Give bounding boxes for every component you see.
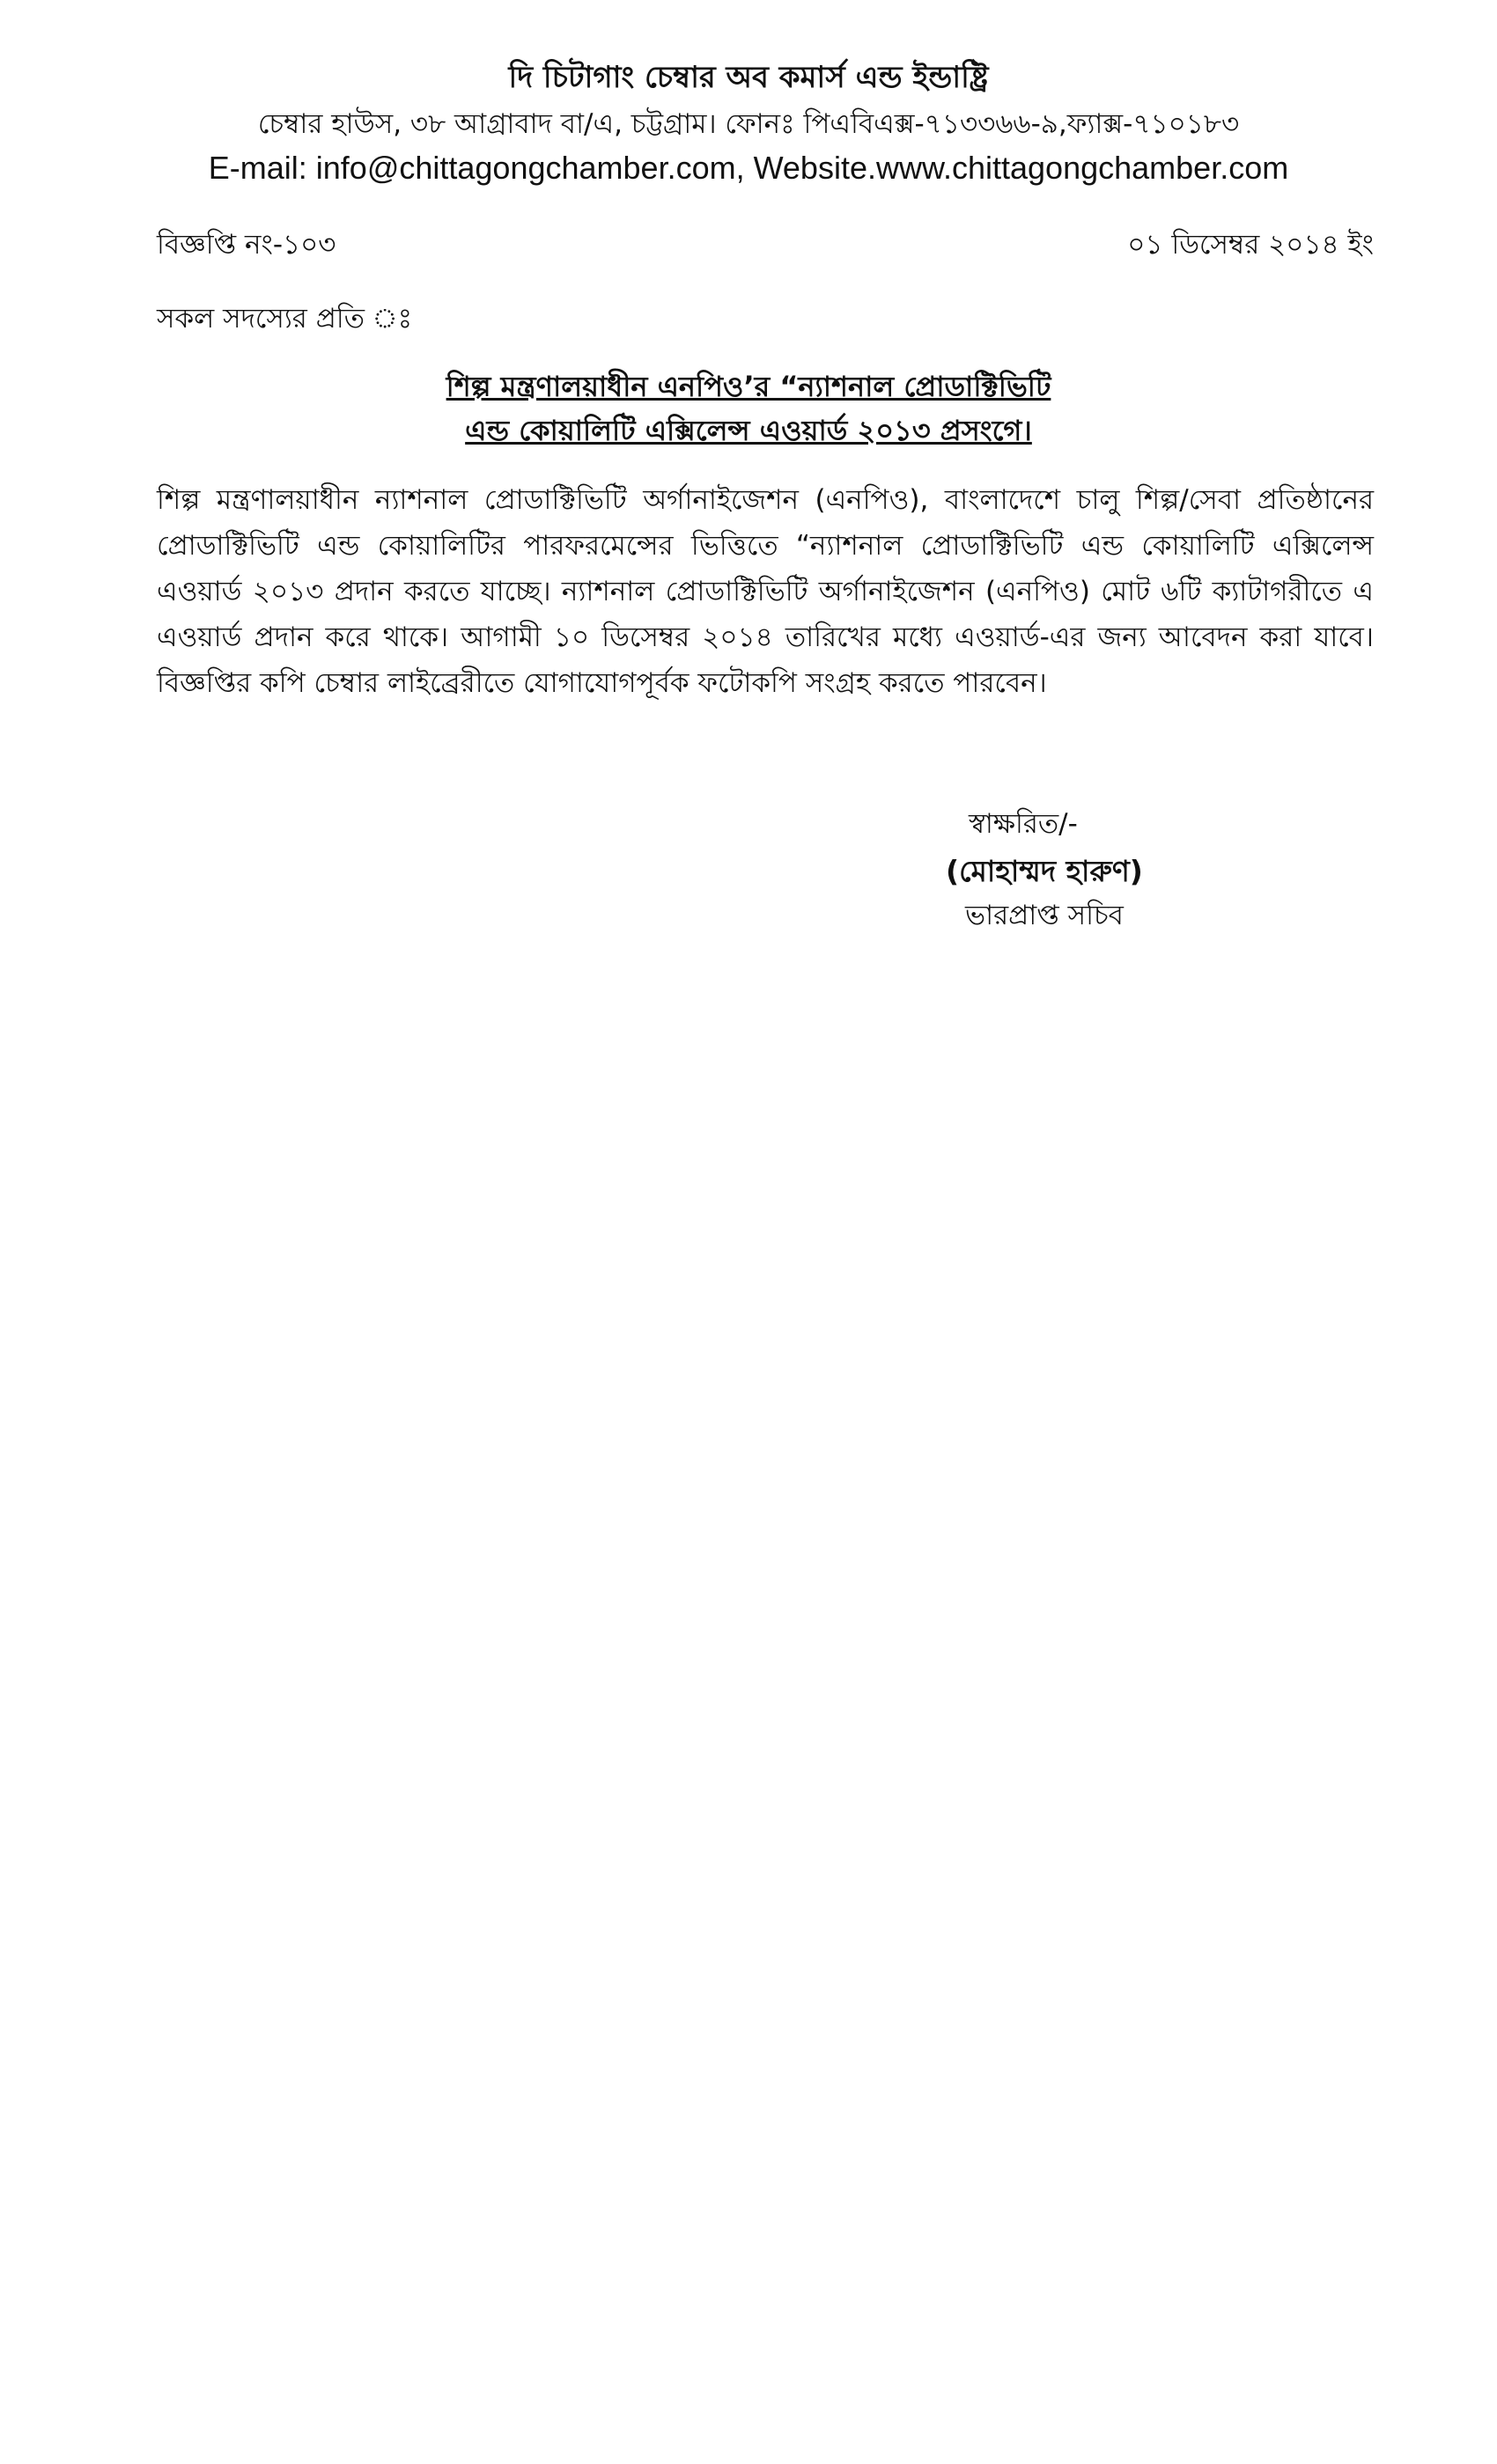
signatory-designation: ভারপ্রাপ্ত সচিব (965, 900, 1124, 931)
subject-line-2: এন্ড কোয়ালিটি এক্সিলেন্স এওয়ার্ড ২০১৩ প্রসংগে। (465, 414, 1032, 447)
signatory-name: (মোহাম্মদ হারুণ) (946, 854, 1143, 888)
signed-mark: স্বাক্ষরিত/- (969, 808, 1078, 840)
contact-info: E-mail: info@chittagongchamber.com, Website.www.chittagongchamber.com (208, 150, 1289, 186)
subject-line-1: শিল্প মন্ত্রণালয়াধীন এনপিও’র “ন্যাশনাল প্রোডাক্টিভিটি (446, 370, 1051, 403)
organization-address: চেম্বার হাউস, ৩৮ আগ্রাবাদ বা/এ, চট্টগ্রাম। ফোনঃ পিএবিএক্স-৭১৩৩৬৬-৯,ফ্যাক্স-৭১০১৮৩ (257, 108, 1240, 140)
organization-name: দি চিটাগাং চেম্বার অব কমার্স এন্ড ইন্ডাষ্ট্রি (508, 60, 989, 95)
salutation: সকল সদস্যের প্রতি ঃ (157, 303, 413, 335)
notice-body: শিল্প মন্ত্রণালয়াধীন ন্যাশনাল প্রোডাক্টিভিটি অর্গানাইজেশন (এনপিও), বাংলাদেশে চালু শিল্প/সেবা প্রতিষ্ঠানের প্রোডাক্টিভিটি এন্ড কোয়ালিটির পারফরমেন্সের ভিত্তিতে “ন্যাশনাল প্রোডাক্টিভিটি এন্ড কোয়ালিটি এক্সিলেন্স এওয়ার্ড ২০১৩ প্রদান করতে যাচ্ছে। ন্যাশনাল প্রোডাক্টিভিটি অর্গানাইজেশন (এনপিও) মোট ৬টি ক্যাটাগরীতে এ এওয়ার্ড প্রদান করে থাকে। আগামী ১০ ডিসেম্বর ২০১৪ তারিখের মধ্যে এওয়ার্ড-এর জন্য আবেদন করা যাবে। বিজ্ঞপ্তির কপি চেম্বার লাইব্রেরীতে যোগাযোগপূর্বক ফটোকপি সংগ্রহ করতে পারবেন। (157, 484, 1374, 699)
notice-number: বিজ্ঞপ্তি নং-১০৩ (157, 229, 336, 261)
notice-date: ০১ ডিসেম্বর ২০১৪ ইং (1127, 229, 1374, 261)
